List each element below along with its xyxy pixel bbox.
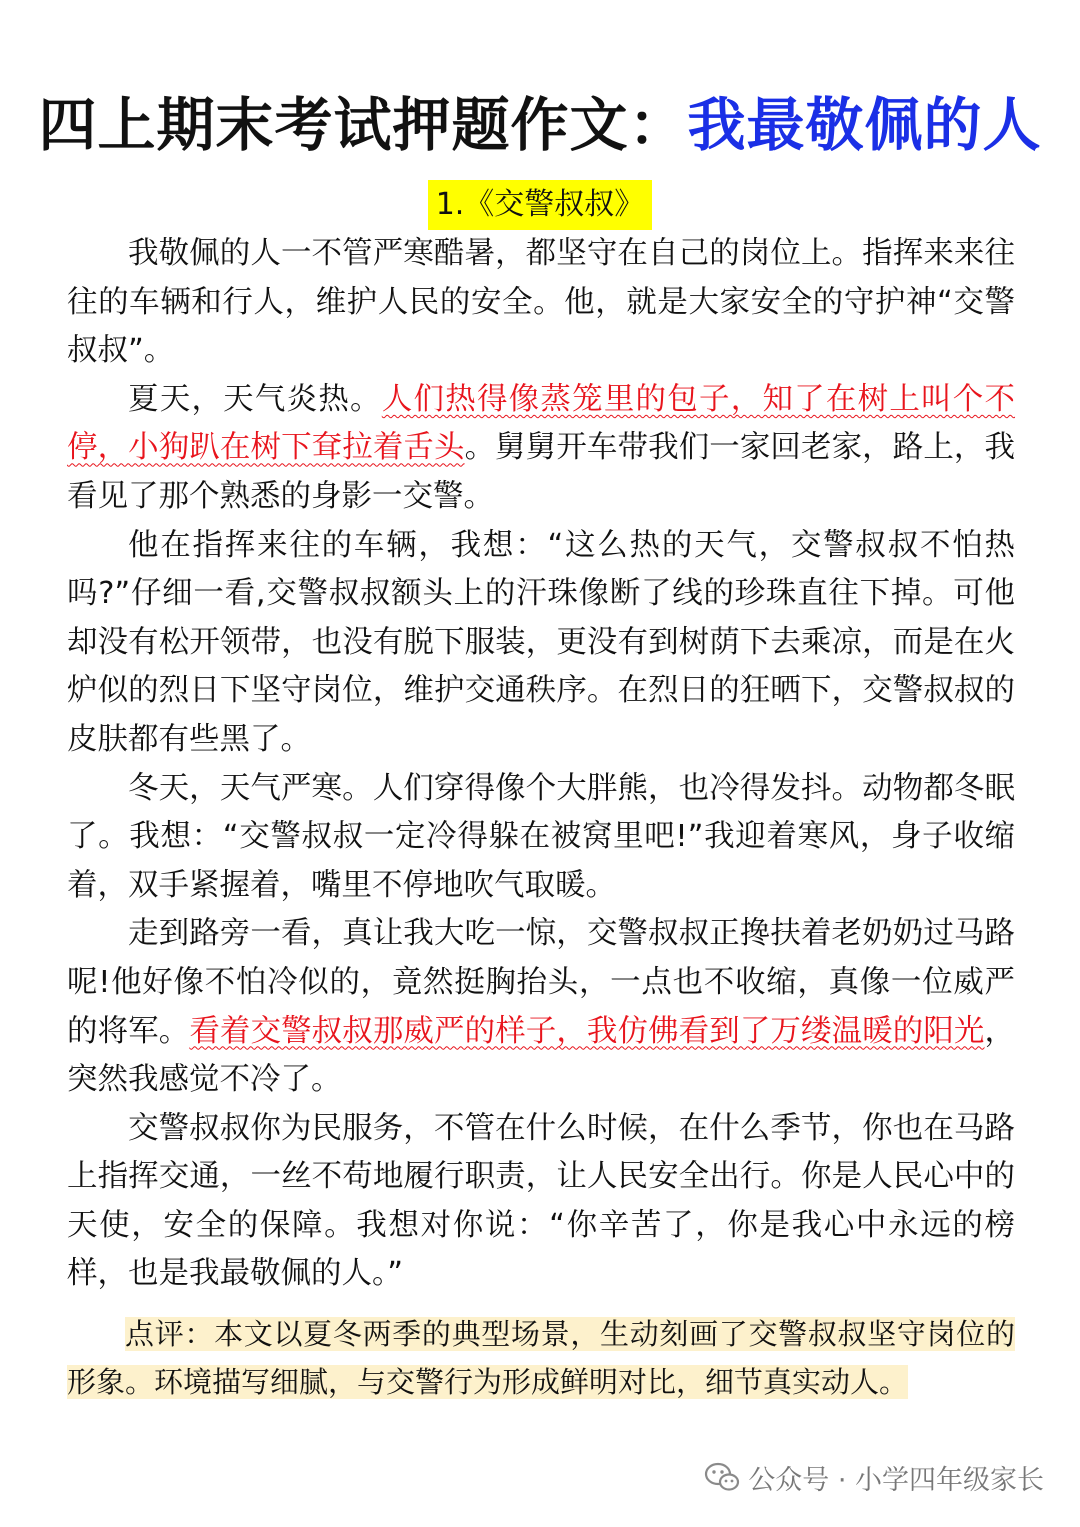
essay-paragraph bbox=[67, 376, 1015, 522]
paragraph-text: 走到路旁一看，真让我大吃一惊，交警叔叔正搀扶着老奶奶过马路呢!他好像不怕冷似的，竟然挺胸抬头，一点也不收缩，真像一位威严的将军。 bbox=[67, 916, 1015, 1049]
paragraph-text: 冬天，天气严寒。人们穿得像个大胖熊，也冷得发抖。动物都冬眠了。我想：“交警叔叔一定冷得躲在被窝里吧!”我迎着寒风，身子收缩着，双手紧握着，嘴里不停地吹气取暖。 bbox=[67, 770, 1015, 903]
highlighted-sentence: 人们热得像蒸笼里的包子，知了在树上叫个不停，小狗趴在树下耷拉着舌头 bbox=[67, 381, 1016, 466]
essay-paragraph bbox=[67, 1105, 1015, 1299]
page-title bbox=[0, 80, 1080, 170]
essay-paragraph bbox=[67, 910, 1015, 1104]
title-topic: 我最敬佩的人 bbox=[687, 91, 1042, 159]
review-comment bbox=[67, 1310, 1015, 1406]
paragraph-text: 交警叔叔你为民服务，不管在什么时候，在什么季节，你也在马路上指挥交通，一丝不苟地履行职责，让人民安全出行。你是人民心中的天使，安全的保障。我想对你说：“你辛苦了，你是我心中永远的榜样，也是我最敬佩的人。” bbox=[67, 1110, 1015, 1292]
essay-paragraph bbox=[67, 522, 1015, 765]
paragraph-text: 夏天，天气炎热。 bbox=[128, 381, 382, 417]
wechat-icon bbox=[704, 1461, 740, 1493]
essay-heading-wrap bbox=[0, 180, 1080, 230]
footer-text: 公众号 · 小学四年级家长 bbox=[748, 1464, 1044, 1496]
title-main: 四上期末考试押题作文： bbox=[38, 91, 688, 159]
paragraph-text: 。舅舅开车带我们一家回老家，路上，我看见了那个熟悉的身影一交警。 bbox=[67, 430, 1016, 514]
footer-source bbox=[704, 1455, 1044, 1499]
essay-paragraph bbox=[67, 230, 1015, 376]
essay-paragraph bbox=[67, 765, 1015, 911]
essay-heading: 1.《交警叔叔》 bbox=[428, 180, 653, 230]
highlighted-sentence: 看着交警叔叔那威严的样子，我仿佛看到了万缕温暖的阳光 bbox=[189, 1013, 985, 1049]
paragraph-text: 我敬佩的人一不管严寒酷暑，都坚守在自己的岗位上。指挥来来往往的车辆和行人，维护人民的安全。他，就是大家安全的守护神“交警叔叔”。 bbox=[67, 236, 1015, 369]
paragraph-text: 他在指挥来往的车辆，我想：“这么热的天气，交警叔叔不怕热吗?”仔细一看,交警叔叔额头上的汗珠像断了线的珍珠直往下掉。可他却没有松开领带，也没有脱下服装，更没有到树荫下去乘凉，而是在火炉似的烈日下坚守岗位，维护交通秩序。在烈日的狂晒下，交警叔叔的皮肤都有些黑了。 bbox=[67, 527, 1015, 757]
essay-body bbox=[67, 230, 1015, 1299]
review-comment-text: 点评：本文以夏冬两季的典型场景，生动刻画了交警叔叔坚守岗位的形象。环境描写细腻，与交警行为形成鲜明对比，细节真实动人。 bbox=[67, 1317, 1015, 1399]
paragraph-text: ，突然我感觉不冷了。 bbox=[67, 1013, 1016, 1098]
